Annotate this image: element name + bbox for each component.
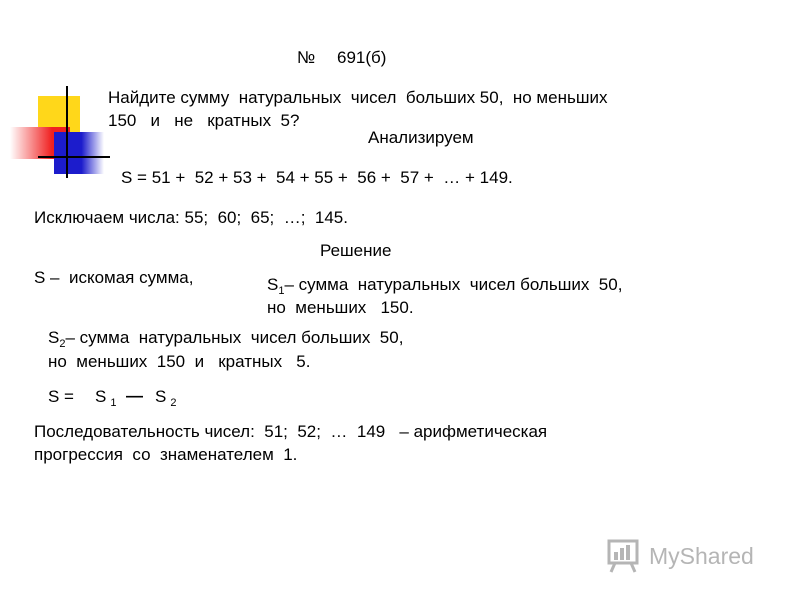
vertical-line-decoration	[66, 86, 68, 178]
s2-subscript: 2	[59, 338, 66, 350]
s2-definition-line-2: но меньших 150 и кратных 5.	[48, 352, 311, 371]
s2-symbol: S	[48, 328, 60, 347]
s1-definition-line-2: но меньших 150.	[267, 298, 414, 317]
s1-description: – сумма натуральных чисел больших 50,	[284, 275, 623, 294]
formula-s2-subscript: 2	[170, 397, 177, 409]
formula-s1-symbol: S	[95, 387, 107, 406]
myshared-logo	[605, 536, 770, 576]
presentation-board-icon	[605, 536, 645, 576]
formula-minus: —	[126, 386, 143, 405]
s-definition: S – искомая сумма,	[34, 268, 194, 287]
watermark-text: MyShared	[649, 543, 754, 569]
problem-number: 691(б)	[337, 48, 387, 67]
excluded-numbers: Исключаем числа: 55; 60; 65; …; 145.	[34, 208, 348, 227]
s2-definition-line-1	[48, 329, 403, 350]
sum-expression: S = 51 + 52 + 53 + 54 + 55 + 56 + 57 + … + 149.	[121, 168, 513, 187]
problem-number-label: №	[297, 48, 316, 67]
s1-definition-line-1	[267, 276, 622, 297]
formula-s2-symbol: S	[155, 387, 167, 406]
sequence-line-2: прогрессия со знаменателем 1.	[34, 445, 298, 464]
task-line-1: Найдите сумму натуральных чисел больших 50, но меньших	[108, 88, 608, 107]
analyze-label: Анализируем	[368, 128, 474, 147]
task-line-2: 150 и не кратных 5?	[108, 111, 300, 130]
formula-s1-subscript: 1	[110, 397, 117, 409]
s1-subscript: 1	[278, 285, 285, 297]
s2-description: – сумма натуральных чисел больших 50,	[65, 328, 404, 347]
formula-s-equals: S =	[48, 387, 74, 406]
formula-s1	[95, 388, 116, 409]
solution-heading: Решение	[320, 241, 392, 260]
s1-symbol: S	[267, 275, 279, 294]
blue-square-decoration	[54, 132, 104, 174]
sequence-line-1: Последовательность чисел: 51; 52; … 149 – арифметическая	[34, 422, 548, 441]
horizontal-line-decoration	[38, 156, 110, 158]
formula-s2	[155, 388, 176, 409]
